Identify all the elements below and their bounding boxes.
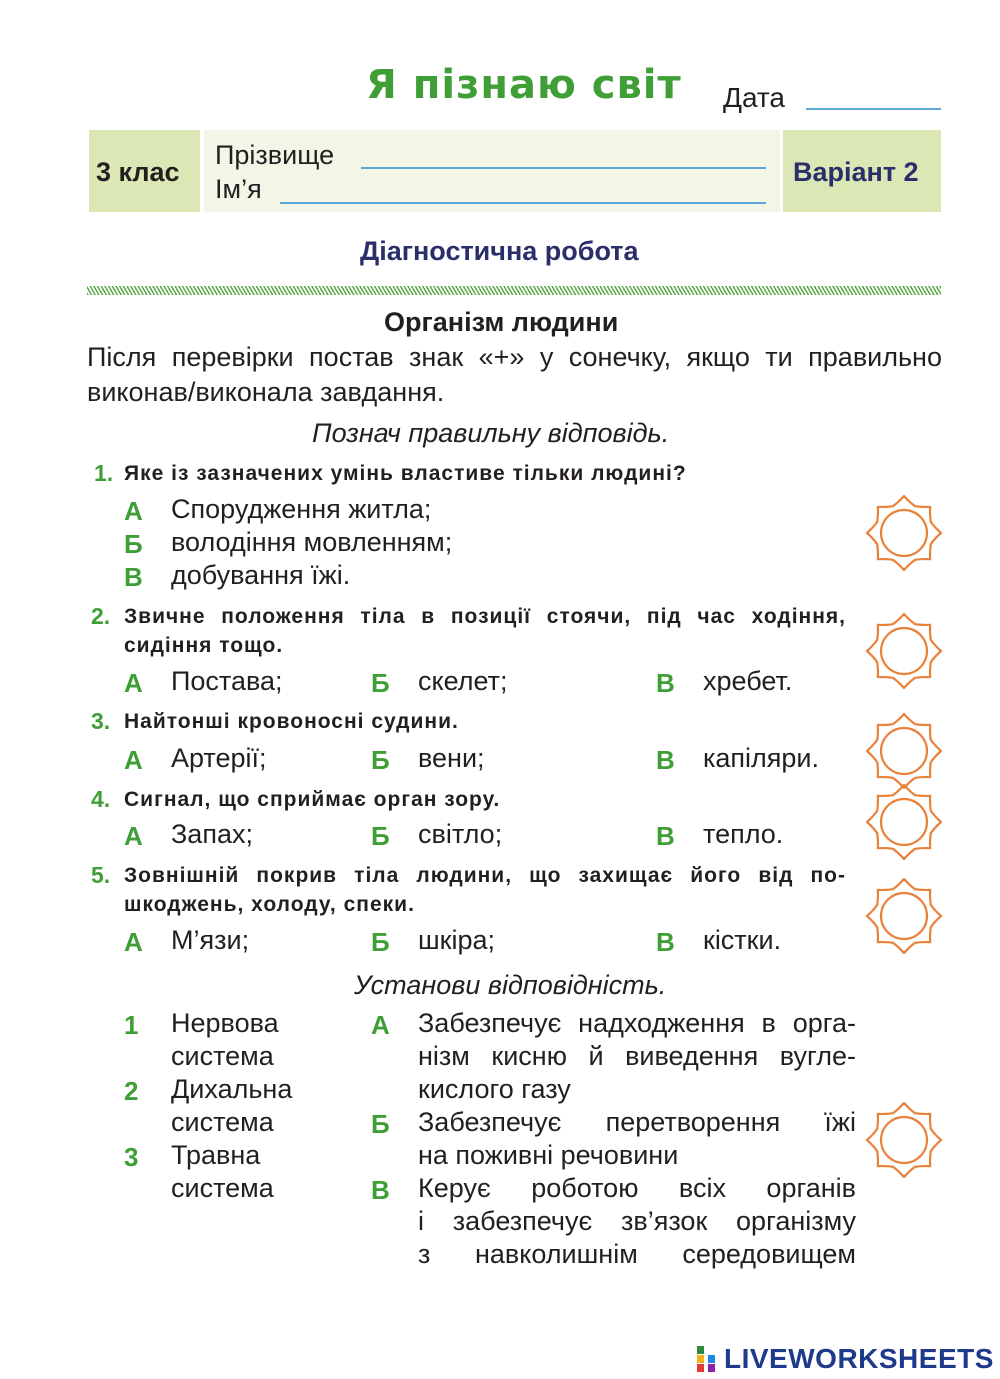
question-number: 3. [91, 708, 111, 734]
answer-option[interactable]: кістки. [703, 925, 782, 955]
name-label: Ім’я [215, 174, 262, 204]
option-letter: А [124, 745, 143, 775]
instruction-choose: Познач правильну відповідь. [312, 418, 670, 448]
question-text: Сигнал, що сприймає орган зору. [124, 788, 501, 811]
match-right-text: Забезпечує надходження в орга- [418, 1008, 856, 1038]
match-letter: В [371, 1175, 390, 1205]
sun-checkbox[interactable] [864, 493, 944, 573]
topic-heading: Організм людини [384, 307, 619, 337]
question-text: Яке із зазначених умінь властиве тільки людині? [124, 462, 687, 485]
option-letter: Б [371, 668, 390, 698]
match-number: 1 [124, 1010, 139, 1040]
question-text-line: Зовнішній покрив тіла людини, що захищає його від по- [124, 864, 846, 887]
sun-checkbox[interactable] [864, 876, 944, 956]
match-right-text: і забезпечує зв’язок організму [418, 1206, 856, 1236]
match-letter: А [371, 1010, 390, 1040]
sun-checkbox[interactable] [864, 782, 944, 862]
option-letter: В [656, 821, 675, 851]
question-number: 4. [91, 786, 111, 812]
question-text-line: сидіння тощо. [124, 634, 284, 657]
surname-input-line[interactable] [361, 167, 766, 169]
question-text-line: шкоджень, холоду, спеки. [124, 893, 415, 916]
match-left-text: система [171, 1107, 274, 1137]
match-right-text: Забезпечує перетворення їжі [418, 1107, 856, 1137]
option-letter: В [124, 562, 143, 592]
match-right-text: Керує роботою всіх органів [418, 1173, 856, 1203]
option-letter: В [656, 745, 675, 775]
sun-checkbox[interactable] [864, 611, 944, 691]
question-text: Найтонші кровоносні судини. [124, 710, 459, 733]
surname-label: Прізвище [215, 140, 335, 170]
question-number: 5. [91, 862, 111, 888]
logo-block-icon [708, 1355, 715, 1363]
answer-option[interactable]: світло; [418, 819, 503, 849]
sun-checkbox[interactable] [864, 1100, 944, 1180]
answer-option[interactable]: володіння мовленням; [171, 527, 453, 557]
option-letter: Б [371, 821, 390, 851]
option-letter: Б [124, 529, 143, 559]
answer-option[interactable]: капіляри. [703, 743, 820, 773]
option-letter: А [124, 668, 143, 698]
match-left-text: Нервова [171, 1008, 279, 1038]
match-number: 2 [124, 1076, 139, 1106]
answer-option[interactable]: Постава; [171, 666, 283, 696]
watermark-text: LIVEWORKSHEETS [724, 1343, 994, 1374]
intro-text: Після перевірки постав знак «+» у сонечку, якщо ти правильно виконав/виконала завдання. [87, 342, 942, 407]
match-left-text: система [171, 1173, 274, 1203]
answer-option[interactable]: хребет. [703, 666, 793, 696]
question-number: 2. [91, 603, 111, 629]
match-letter: Б [371, 1109, 390, 1139]
liveworksheets-logo-icon [697, 1343, 704, 1373]
answer-option[interactable]: вени; [418, 743, 485, 773]
answer-option[interactable]: Запах; [171, 819, 253, 849]
match-right-text: кислого газу [418, 1074, 571, 1104]
variant-label: Варіант 2 [793, 157, 919, 187]
hatched-divider [87, 286, 941, 295]
option-letter: В [656, 668, 675, 698]
option-letter: Б [371, 745, 390, 775]
match-left-text: Дихальна [171, 1074, 293, 1104]
answer-option[interactable]: Спорудження житла; [171, 494, 432, 524]
sun-checkbox[interactable] [864, 711, 944, 791]
question-text-line: Звичне положення тіла в позиції стоячи, під час ходіння, [124, 605, 846, 628]
option-letter: А [124, 927, 143, 957]
answer-option[interactable]: добування їжі. [171, 560, 351, 590]
instruction-match: Установи відповідність. [354, 970, 667, 1000]
answer-option[interactable]: скелет; [418, 666, 508, 696]
date-label: Дата [723, 82, 786, 113]
work-title: Діагностична робота [360, 236, 639, 266]
answer-option[interactable]: тепло. [703, 819, 784, 849]
match-right-text: з навколишнім середовищем [418, 1239, 856, 1269]
class-label: 3 клас [96, 157, 180, 187]
option-letter: Б [371, 927, 390, 957]
option-letter: А [124, 821, 143, 851]
logo-block-icon [708, 1364, 715, 1372]
match-right-text: нізм кисню й виведення вугле- [418, 1041, 856, 1071]
name-input-line[interactable] [280, 202, 766, 204]
question-number: 1. [94, 460, 114, 486]
page-title: Я пізнаю світ [366, 62, 682, 108]
match-right-text: на поживні речовини [418, 1140, 679, 1170]
match-left-text: система [171, 1041, 274, 1071]
match-left-text: Травна [171, 1140, 261, 1170]
answer-option[interactable]: Артерії; [171, 743, 267, 773]
option-letter: А [124, 496, 143, 526]
answer-option[interactable]: шкіра; [418, 925, 496, 955]
date-input-line[interactable] [806, 108, 941, 110]
option-letter: В [656, 927, 675, 957]
answer-option[interactable]: М’язи; [171, 925, 250, 955]
match-number: 3 [124, 1142, 139, 1172]
